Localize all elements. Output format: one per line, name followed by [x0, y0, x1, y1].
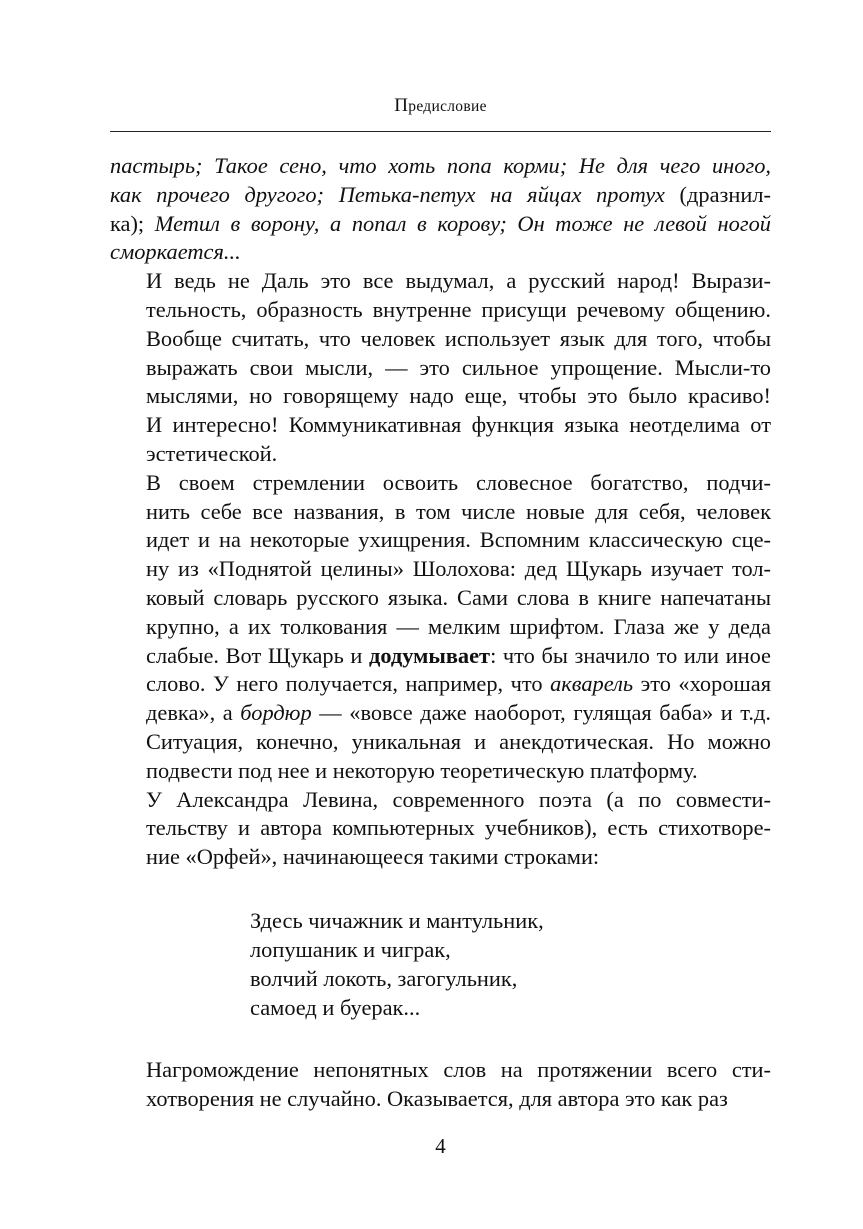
text-run: идет и на некоторые ухищрения. Вспомним классическую сце-: [146, 527, 771, 553]
italic-run: как прочего другого; Петька-петух на яйцах протух: [110, 181, 665, 207]
text-line: [110, 728, 771, 757]
text-run: (дразнил-: [664, 181, 771, 207]
page-number: 4: [435, 1134, 446, 1158]
text-line: [110, 699, 771, 728]
text-line: [110, 757, 771, 786]
text-run: — «вовсе даже наоборот, гулящая баба» и т.д.: [311, 700, 771, 726]
text-line: И ведь не Даль это все выдумал, а русский народ! Вырази-: [146, 268, 771, 294]
text-line: [110, 555, 771, 584]
paragraph-5: [110, 1056, 771, 1114]
paragraph-1: [110, 152, 771, 267]
body-text: [110, 152, 771, 1114]
text-run: подвести под нее и некоторую теоретическую платформу.: [146, 757, 698, 783]
text-run: ковый словарь русского языка. Сами слова в книге напечатаны: [146, 584, 771, 610]
poem-line: лопушаник и чиграк,: [250, 936, 451, 962]
text-run: это «хорошая: [633, 671, 771, 697]
text-line: мыслями, но говорящему надо еще, чтобы это было красиво!: [146, 383, 771, 409]
text-line: [110, 469, 771, 498]
italic-run: бордюр: [240, 700, 312, 726]
text-line: Нагромождение непонятных слов на протяжении всего сти-: [146, 1056, 771, 1082]
text-run: : что бы значило то или иное: [490, 642, 771, 668]
header-title-rest: редисловие: [408, 98, 487, 115]
header-title-cap: П: [394, 95, 409, 116]
text-run: Ситуация, конечно, уникальная и анекдотическая. Но можно: [146, 728, 771, 754]
text-line: выражать свои мысли, — это сильное упрощение. Мысли-то: [146, 354, 771, 380]
italic-run: пастырь; Такое сено, что хоть попа корми; Не для чего иного,: [110, 153, 771, 178]
header-rule: [110, 131, 771, 132]
text-run: ка);: [110, 210, 155, 236]
text-line: [110, 152, 771, 181]
italic-run: сморкается...: [110, 239, 241, 265]
running-header: [110, 95, 771, 117]
paragraph-2: [110, 267, 771, 469]
text-line: хотворения не случайно. Оказывается, для автора это как раз: [146, 1085, 728, 1111]
text-run: девка», а: [146, 700, 241, 726]
text-line: ние «Орфей», начинающееся такими строками:: [146, 844, 600, 870]
text-line: [110, 670, 771, 699]
text-run: ну из «Поднятой целины» Шолохова: дед Щукарь изучает тол-: [146, 556, 771, 582]
poem-line: Здесь чичажник и мантульник,: [250, 907, 544, 933]
text-line: [110, 613, 771, 642]
text-line: [110, 238, 771, 267]
bold-run: додумывает: [369, 642, 491, 668]
text-run: нить себе все названия, в том числе новые для себя, человек: [146, 498, 771, 524]
poem-quote: [250, 906, 771, 1022]
poem-line: самоед и буерак...: [250, 994, 421, 1020]
text-line: [110, 642, 771, 671]
text-line: У Александра Левина, современного поэта (а по совмести-: [146, 786, 771, 812]
paragraph-3: [110, 469, 771, 786]
paragraph-4: [110, 786, 771, 872]
text-line: [110, 498, 771, 527]
text-line: [110, 584, 771, 613]
text-run: В своем стремлении освоить словесное богатство, подчи-: [146, 469, 771, 495]
text-line: [110, 181, 771, 210]
text-line: [110, 210, 771, 239]
text-line: эстетической.: [146, 440, 278, 466]
text-line: Вообще считать, что человек использует язык для того, чтобы: [146, 325, 771, 351]
text-run: крупно, а их толкования — мелким шрифтом. Глаза же у деда: [146, 613, 771, 639]
text-line: И интересно! Коммуникативная функция языка неотделима от: [146, 412, 771, 438]
text-run: слово. У него получается, например, что: [146, 671, 551, 697]
text-line: тельность, образность внутренне присущи речевому общению.: [146, 296, 771, 322]
italic-run: акварель: [550, 671, 634, 697]
text-run: слабые. Вот Щукарь и: [146, 642, 369, 668]
italic-run: Метил в ворону, а попал в корову; Он тоже не левой ногой: [154, 210, 771, 236]
text-line: тельству и автора компьютерных учебников), есть стихотворе-: [146, 815, 771, 841]
text-line: [110, 526, 771, 555]
poem-line: волчий локоть, загогульник,: [250, 965, 518, 991]
